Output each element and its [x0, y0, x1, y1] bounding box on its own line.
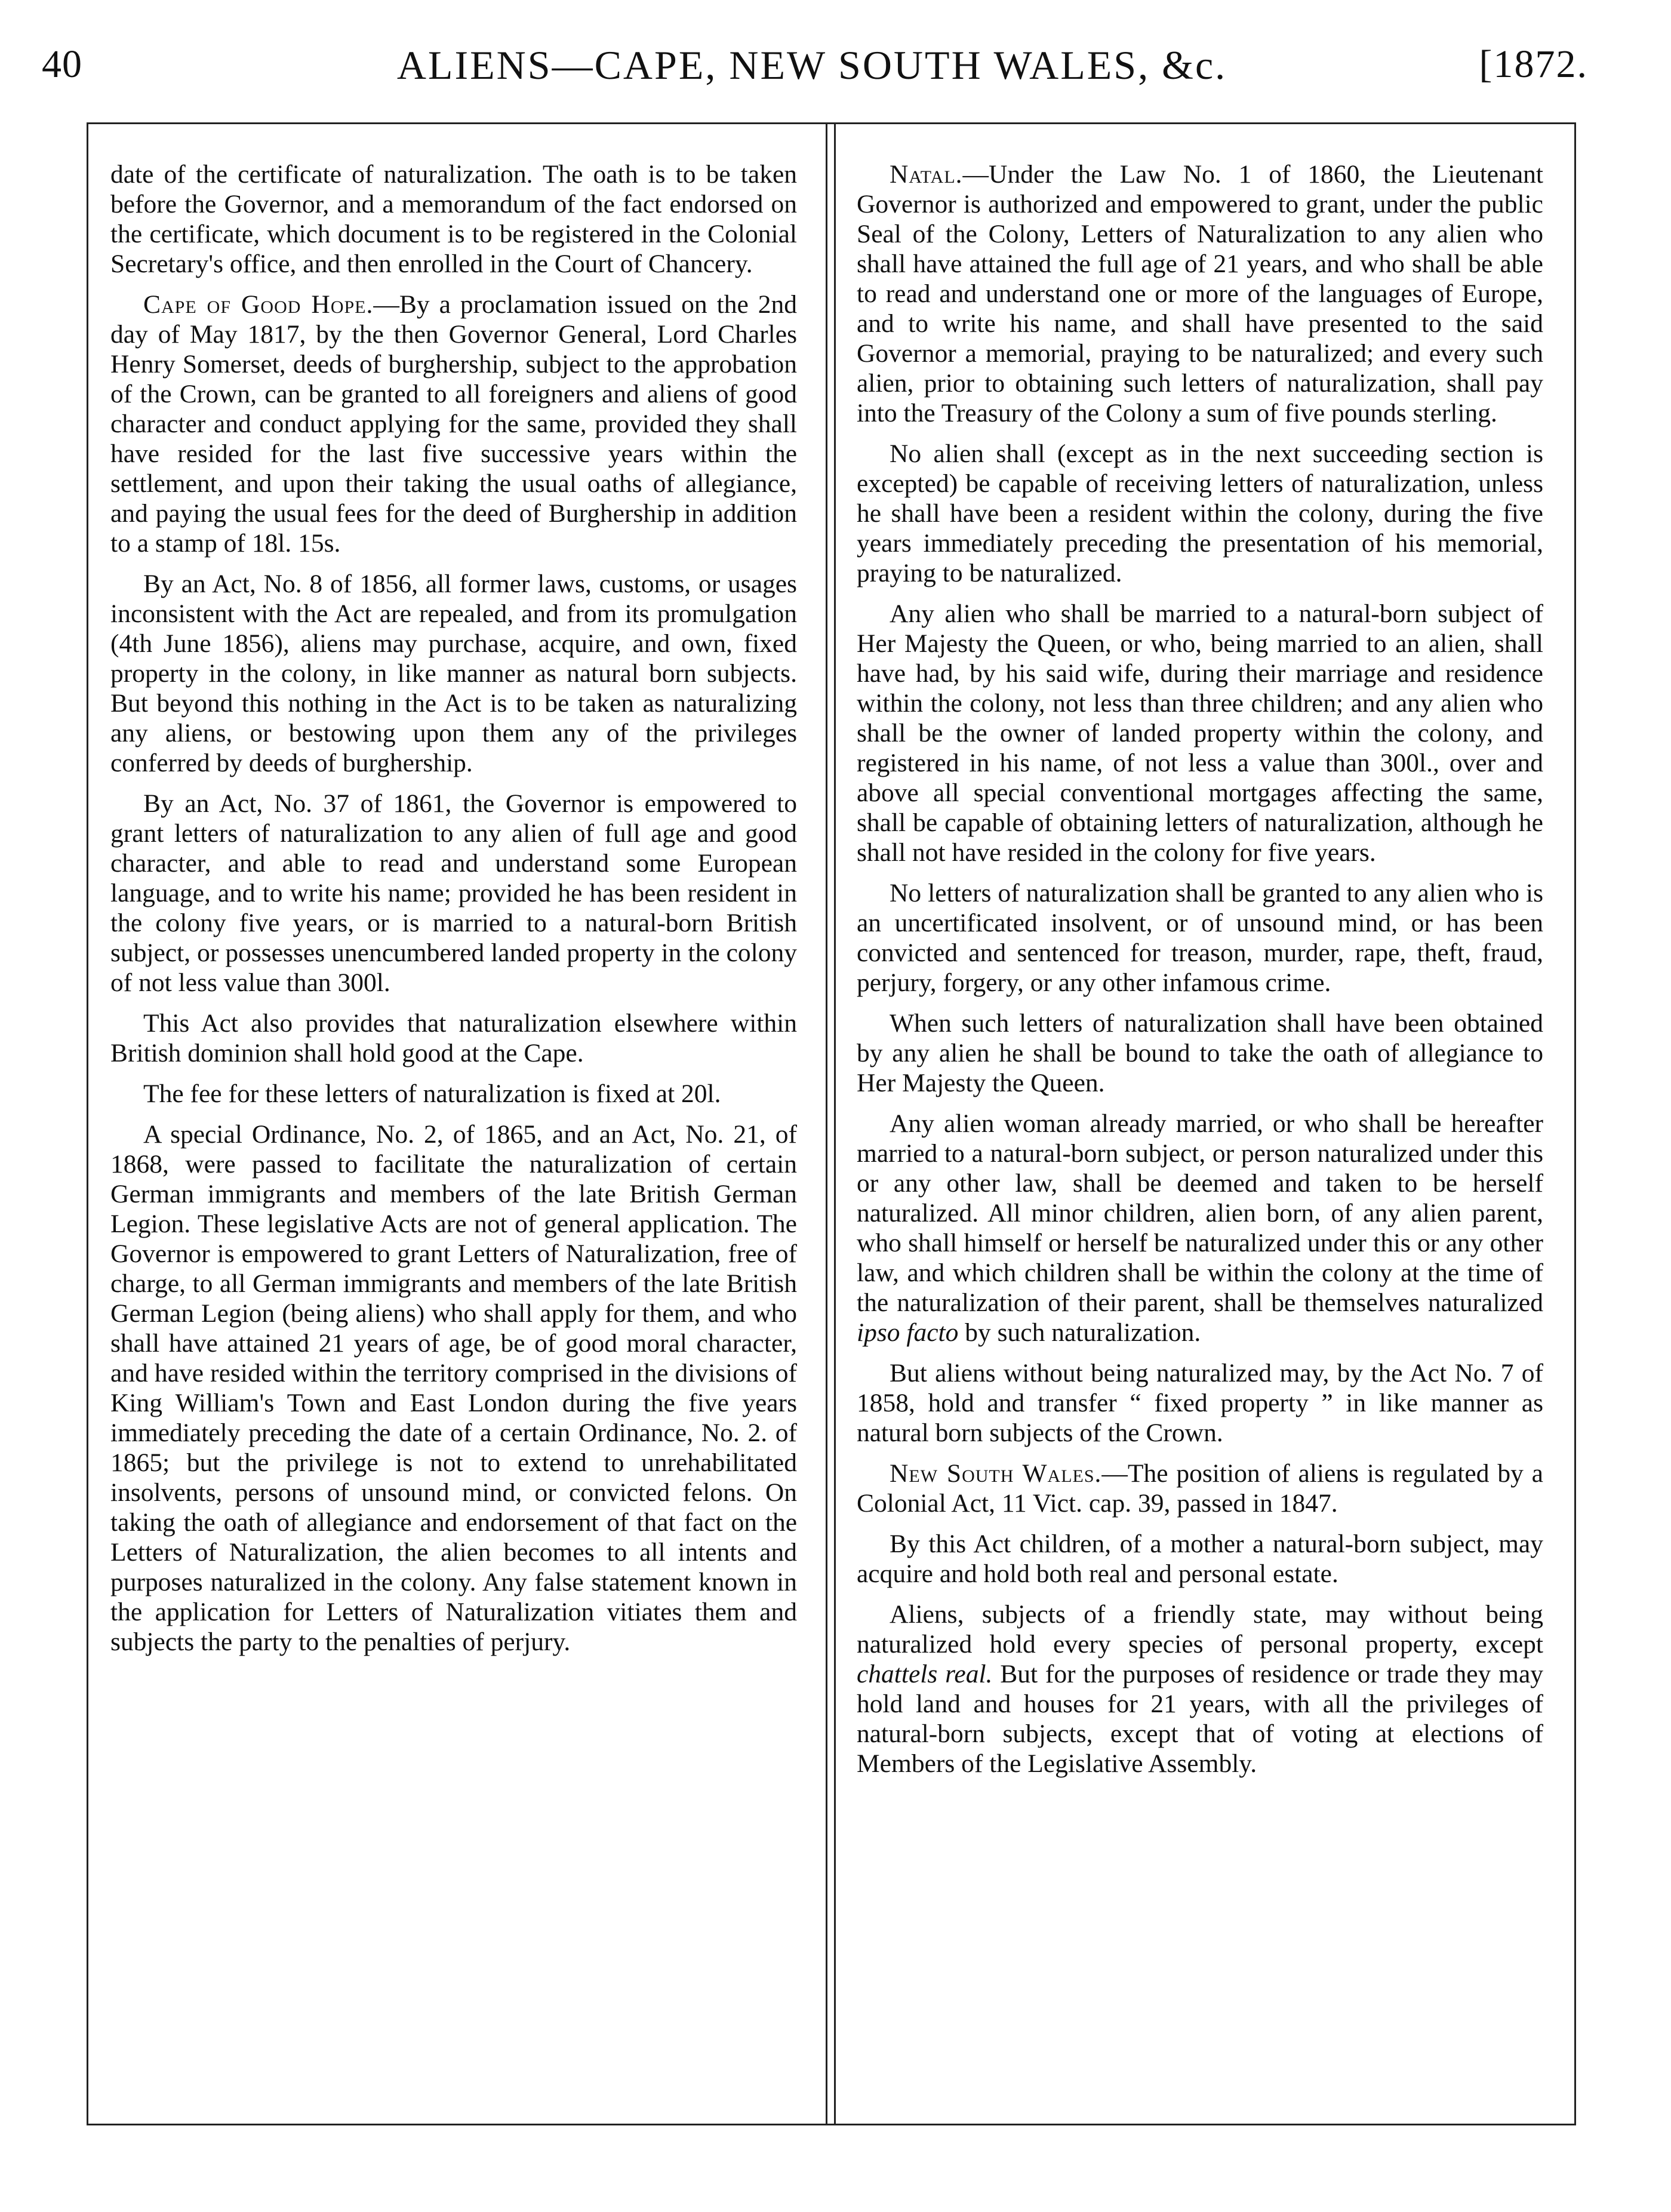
paragraph: Any alien who shall be married to a natural-born subject of Her Majesty the Queen, or who, being married to an alien, shall have had, by his said wife, during their marriage and residence within the colony, not less than three children; and any alien who shall be the owner of landed property within the colony, and registered in his name, of not less a value than 300l., over and above all special conventional mortgages affecting the same, shall be capable of obtaining letters of naturalization, although he shall not have resided in the colony for five years.: [857, 599, 1543, 867]
page-number: 40: [42, 42, 82, 86]
frame-rule-left: [87, 122, 88, 2125]
paragraph: When such letters of naturalization shall have been obtained by any alien he shall be bound to take the oath of allegiance to Her Majesty the Queen.: [857, 1009, 1543, 1097]
frame-rule-right: [1574, 122, 1576, 2125]
paragraph-body: Any alien woman already married, or who shall be hereafter married to a natural-born subject, or person naturalized under this or any other law, shall be deemed and taken to be herself naturalized. All minor children, alien born, of any alien parent, who shall himself or herself be naturalized under this or any other law, and which children shall be within the colony at the time of the naturalization of their parent, shall be themselves naturalized: [857, 1109, 1543, 1317]
paragraph-body: —The position of aliens is regulated by a Colonial Act, 11 Vict. cap. 39, passed in 1847.: [857, 1459, 1543, 1518]
right-column: [857, 159, 1543, 1789]
paragraph-natal: [857, 159, 1543, 428]
left-column: [110, 159, 797, 1668]
page-header: [36, 42, 1588, 107]
running-title: ALIENS—CAPE, NEW SOUTH WALES, &c.: [396, 42, 1227, 88]
paragraph-body: —By a proclamation issued on the 2nd day of May 1817, by the then Governor General, Lord Charles Henry Somerset, deeds of burghership, subject to the approbation of the Crown, can be granted to all foreigners and aliens of good character and conduct applying for the same, provided they shall have resided for the last five successive years within the settlement, and upon their taking the usual oaths of allegiance, and paying the usual fees for the deed of Burghership in addition to a stamp of 18l. 15s.: [110, 290, 797, 558]
paragraph: [857, 1599, 1543, 1779]
italic-term: ipso facto: [857, 1318, 959, 1347]
section-heading: Cape of Good Hope.: [143, 290, 374, 319]
paragraph: By this Act children, of a mother a natural-born subject, may acquire and hold both real and personal estate.: [857, 1530, 1543, 1588]
paragraph: The fee for these letters of naturalization is fixed at 20l.: [143, 1079, 721, 1108]
paragraph-new-south-wales: [857, 1459, 1543, 1518]
paragraph: By an Act, No. 37 of 1861, the Governor is empowered to grant letters of naturalization to any alien of full age and good character, and able to read and understand some European language, and to write his name; provided he has been resident in the colony five years, or is married to a natural-born British subject, or possesses unencumbered landed property in the colony of not less value than 300l.: [110, 789, 797, 997]
paragraph: [857, 1109, 1543, 1347]
text-frame: [87, 122, 1576, 2125]
paragraph-body: Aliens, subjects of a friendly state, may without being naturalized hold every species of personal property, except: [857, 1600, 1543, 1659]
paragraph: But aliens without being naturalized may, by the Act No. 7 of 1858, hold and transfer “ fixed property ” in like manner as natural born subjects of the Crown.: [857, 1359, 1543, 1447]
section-heading: New South Wales.: [890, 1459, 1102, 1488]
paragraph: No letters of naturalization shall be granted to any alien who is an uncertificated insolvent, or of unsound mind, or has been convicted and sentenced for treason, murder, rape, theft, fraud, perjury, forgery, or any other infamous crime.: [857, 879, 1543, 997]
paragraph-cape-of-good-hope: [110, 290, 797, 558]
column-divider: [826, 122, 827, 2125]
paragraph: This Act also provides that naturalization elsewhere within British dominion shall hold good at the Cape.: [110, 1009, 797, 1067]
italic-term: chattels real.: [857, 1660, 993, 1688]
frame-rule-bottom: [87, 2124, 1576, 2125]
frame-rule-top: [87, 122, 1576, 124]
paragraph: No alien shall (except as in the next succeeding section is excepted) be capable of receiving letters of naturalization, unless he shall have been a resident within the colony, during the five years immediately preceding the presentation of his memorial, praying to be naturalized.: [857, 439, 1543, 587]
section-heading: Natal.: [890, 160, 963, 189]
paragraph-body: —Under the Law No. 1 of 1860, the Lieutenant Governor is authorized and empowered to grant, under the public Seal of the Colony, Letters of Naturalization to any alien who shall have attained the full age of 21 years, and who shall be able to read and understand one or more of the languages of Europe, and to write his name, and shall have presented to the said Governor a memorial, praying to be naturalized; and every such alien, prior to obtaining such letters of naturalization, shall pay into the Treasury of the Colony a sum of five pounds sterling.: [857, 160, 1543, 427]
paragraph: A special Ordinance, No. 2, of 1865, and an Act, No. 21, of 1868, were passed to facilitate the naturalization of certain German immigrants and members of the late British German Legion. These legislative Acts are not of general application. The Governor is empowered to grant Letters of Naturalization, free of charge, to all German immigrants and members of the late British German Legion (being aliens) who shall apply for them, and who shall have attained 21 years of age, be of good moral character, and have resided within the territory comprised in the divisions of King William's Town and East London during the five years immediately preceding the date of a certain Ordinance, No. 2. of 1865; but the privilege is not to extend to unrehabilitated insolvents, persons of unsound mind, or convicted felons. On taking the oath of allegiance and endorsement of that fact on the Letters of Naturalization, the alien becomes to all intents and purposes naturalized in the colony. Any false statement known in the application for Letters of Naturalization vitiates them and subjects the party to the penalties of perjury.: [110, 1120, 797, 1656]
running-year: [1872.: [1479, 42, 1588, 86]
column-divider: [834, 122, 836, 2125]
paragraph-body: But for the purposes of residence or trade they may hold land and houses for 21 years, with all the privileges of natural-born subjects, except that of voting at elections of Members of the Legislative Assembly.: [857, 1660, 1543, 1778]
paragraph: By an Act, No. 8 of 1856, all former laws, customs, or usages inconsistent with the Act are repealed, and from its promulgation (4th June 1856), aliens may purchase, acquire, and own, fixed property in the colony, in like manner as natural born subjects. But beyond this nothing in the Act is to be taken as naturalizing any aliens, or bestowing upon them any of the privileges conferred by deeds of burghership.: [110, 570, 797, 777]
paragraph-body: by such naturalization.: [965, 1318, 1201, 1347]
paragraph: date of the certificate of naturalization. The oath is to be taken before the Governor, and a memorandum of the fact endorsed on the certificate, which document is to be registered in the Colonial Secretary's office, and then enrolled in the Court of Chancery.: [110, 160, 797, 278]
